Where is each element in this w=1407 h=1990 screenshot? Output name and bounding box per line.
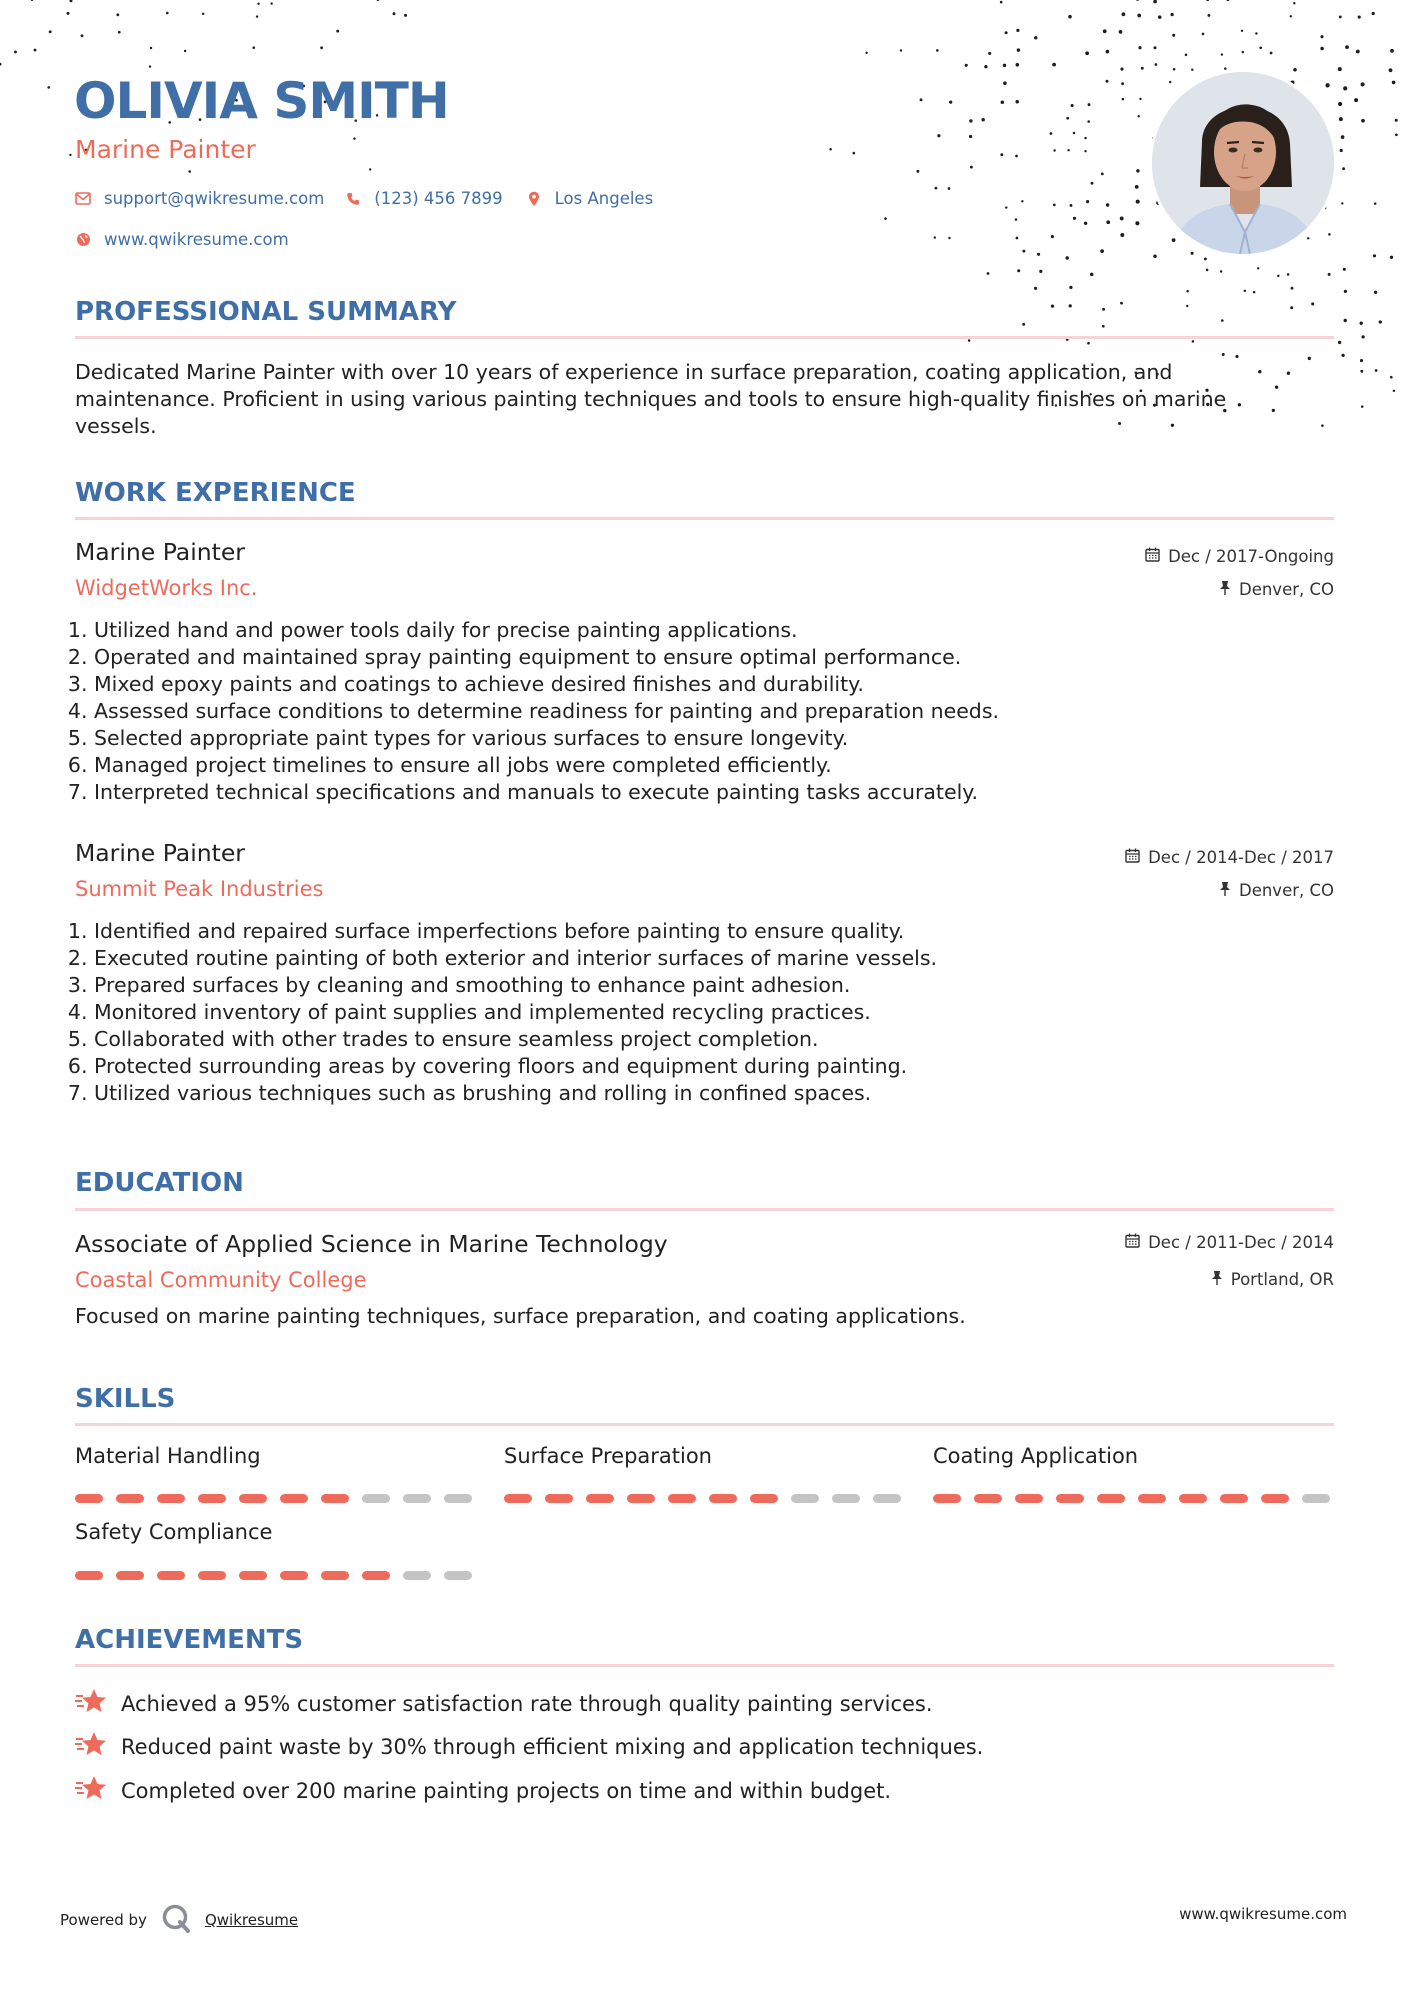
list-item: 2. Executed routine painting of both exterior and interior surfaces of marine vessels. (94, 945, 937, 972)
skill-segment-empty (1302, 1494, 1330, 1503)
brand-link[interactable]: Qwikresume (204, 1911, 299, 1929)
section-divider (75, 1664, 1334, 1667)
section-divider (75, 336, 1334, 339)
star-icon (75, 1731, 107, 1762)
calendar-icon (1125, 848, 1140, 867)
website-row (74, 230, 289, 249)
footer-powered-by (60, 1903, 298, 1937)
job-bullets (48, 918, 937, 1107)
date-range: Dec / 2017-Ongoing (1168, 547, 1334, 566)
summary-heading: PROFESSIONAL SUMMARY (75, 297, 457, 327)
education-description: Focused on marine painting techniques, surface preparation, and coating applications. (75, 1304, 966, 1328)
achievement-item (75, 1688, 933, 1719)
skill-rating-bar (933, 1494, 1330, 1503)
skill-segment-filled (198, 1571, 226, 1580)
list-item: 6. Managed project timelines to ensure all jobs were completed efficiently. (94, 752, 999, 779)
school-name: Coastal Community College (75, 1268, 367, 1292)
skill-rating-bar (75, 1571, 472, 1580)
list-item: 3. Mixed epoxy paints and coatings to achieve desired finishes and durability. (94, 671, 999, 698)
skill-segment-filled (1015, 1494, 1043, 1503)
envelope-icon (74, 190, 92, 208)
education-location (1211, 1270, 1334, 1289)
job-dates (1125, 848, 1334, 867)
skill-segment-empty (791, 1494, 819, 1503)
list-item: 4. Monitored inventory of paint supplies and implemented recycling practices. (94, 999, 937, 1026)
skill-segment-filled (157, 1494, 185, 1503)
footer-url[interactable]: www.qwikresume.com (1179, 1905, 1347, 1923)
skill-segment-filled (75, 1571, 103, 1580)
job-dates (1145, 547, 1334, 566)
skill-segment-filled (586, 1494, 614, 1503)
pushpin-icon (1211, 1270, 1223, 1289)
skill-segment-filled (1220, 1494, 1248, 1503)
skill-segment-empty (403, 1571, 431, 1580)
section-divider (75, 1423, 1334, 1426)
star-icon (75, 1688, 107, 1719)
candidate-name: OLIVIA SMITH (74, 72, 449, 130)
pushpin-icon (1219, 580, 1231, 599)
achievement-text: Reduced paint waste by 30% through efficient mixing and application techniques. (121, 1734, 984, 1759)
globe-icon (74, 231, 92, 249)
skill-segment-filled (933, 1494, 961, 1503)
email-link[interactable]: support@qwikresume.com (104, 189, 325, 208)
phone-number[interactable]: (123) 456 7899 (374, 189, 503, 208)
education-heading: EDUCATION (75, 1168, 244, 1198)
skill-segment-filled (974, 1494, 1002, 1503)
achievement-text: Achieved a 95% customer satisfaction rate through quality painting services. (121, 1691, 933, 1716)
location-text: Denver, CO (1238, 580, 1334, 599)
star-icon (75, 1775, 107, 1806)
skill-name: Coating Application (933, 1444, 1139, 1468)
list-item: 3. Prepared surfaces by cleaning and smoothing to enhance paint adhesion. (94, 972, 937, 999)
calendar-icon (1125, 1233, 1140, 1252)
skill-segment-empty (832, 1494, 860, 1503)
skill-segment-empty (362, 1494, 390, 1503)
skill-segment-filled (321, 1494, 349, 1503)
pushpin-icon (1219, 881, 1231, 900)
list-item: 1. Identified and repaired surface imperfections before painting to ensure quality. (94, 918, 937, 945)
website-link[interactable]: www.qwikresume.com (104, 230, 289, 249)
skill-segment-empty (873, 1494, 901, 1503)
date-range: Dec / 2011-Dec / 2014 (1148, 1233, 1334, 1252)
skill-segment-filled (1261, 1494, 1289, 1503)
skill-name: Material Handling (75, 1444, 261, 1468)
contact-row (74, 189, 653, 208)
skill-segment-empty (444, 1494, 472, 1503)
company-name: Summit Peak Industries (75, 877, 324, 901)
job-location (1219, 580, 1334, 599)
skill-name: Surface Preparation (504, 1444, 712, 1468)
job-title: Marine Painter (75, 538, 245, 566)
list-item: 2. Operated and maintained spray painting equipment to ensure optimal performance. (94, 644, 999, 671)
skill-rating-bar (504, 1494, 901, 1503)
section-divider (75, 517, 1334, 520)
job-title: Marine Painter (75, 839, 245, 867)
skill-segment-filled (668, 1494, 696, 1503)
job-location (1219, 881, 1334, 900)
skill-segment-filled (1179, 1494, 1207, 1503)
skill-segment-filled (239, 1494, 267, 1503)
skill-segment-filled (198, 1494, 226, 1503)
company-name: WidgetWorks Inc. (75, 576, 258, 600)
skill-segment-filled (504, 1494, 532, 1503)
skill-segment-filled (157, 1571, 185, 1580)
list-item: 4. Assessed surface conditions to determine readiness for painting and preparation needs. (94, 698, 999, 725)
location-text: Portland, OR (1230, 1270, 1334, 1289)
job-bullets (48, 617, 999, 806)
location-text: Los Angeles (554, 189, 654, 208)
skill-segment-filled (545, 1494, 573, 1503)
section-divider (75, 1208, 1334, 1211)
skill-segment-filled (1056, 1494, 1084, 1503)
qwikresume-logo-icon (161, 1903, 191, 1937)
profile-photo (1152, 72, 1334, 254)
skill-rating-bar (75, 1494, 472, 1503)
skill-segment-filled (1138, 1494, 1166, 1503)
list-item: 1. Utilized hand and power tools daily for precise painting applications. (94, 617, 999, 644)
skill-segment-filled (280, 1494, 308, 1503)
list-item: 7. Interpreted technical specifications and manuals to execute painting tasks accurately. (94, 779, 999, 806)
skill-segment-filled (750, 1494, 778, 1503)
list-item: 5. Collaborated with other trades to ensure seamless project completion. (94, 1026, 937, 1053)
experience-heading: WORK EXPERIENCE (75, 478, 356, 508)
skill-segment-filled (75, 1494, 103, 1503)
powered-by-label: Powered by (60, 1911, 147, 1929)
skill-name: Safety Compliance (75, 1520, 273, 1544)
degree-title: Associate of Applied Science in Marine Technology (75, 1230, 668, 1258)
skill-segment-empty (403, 1494, 431, 1503)
list-item: 7. Utilized various techniques such as brushing and rolling in confined spaces. (94, 1080, 937, 1107)
achievement-item (75, 1775, 891, 1806)
skill-segment-filled (709, 1494, 737, 1503)
skill-segment-filled (627, 1494, 655, 1503)
map-pin-icon (525, 190, 543, 208)
skill-segment-empty (444, 1571, 472, 1580)
phone-icon (344, 190, 362, 208)
achievements-heading: ACHIEVEMENTS (75, 1625, 304, 1655)
skill-segment-filled (1097, 1494, 1125, 1503)
education-dates (1125, 1233, 1334, 1252)
skill-segment-filled (321, 1571, 349, 1580)
skill-segment-filled (116, 1494, 144, 1503)
skill-segment-filled (239, 1571, 267, 1580)
skill-segment-filled (116, 1571, 144, 1580)
skill-segment-filled (362, 1571, 390, 1580)
list-item: 6. Protected surrounding areas by covering floors and equipment during painting. (94, 1053, 937, 1080)
date-range: Dec / 2014-Dec / 2017 (1148, 848, 1334, 867)
list-item: 5. Selected appropriate paint types for various surfaces to ensure longevity. (94, 725, 999, 752)
summary-text: Dedicated Marine Painter with over 10 years of experience in surface preparation, coating application, and maintenance. Proficient in using various painting techniques and tools to ensure high-quality finishes on marine vessels. (75, 360, 1227, 438)
achievement-text: Completed over 200 marine painting projects on time and within budget. (121, 1778, 892, 1803)
location-text: Denver, CO (1238, 881, 1334, 900)
calendar-icon (1145, 547, 1160, 566)
candidate-title: Marine Painter (75, 135, 256, 164)
skill-segment-filled (280, 1571, 308, 1580)
achievement-item (75, 1731, 983, 1762)
skills-heading: SKILLS (75, 1384, 176, 1414)
